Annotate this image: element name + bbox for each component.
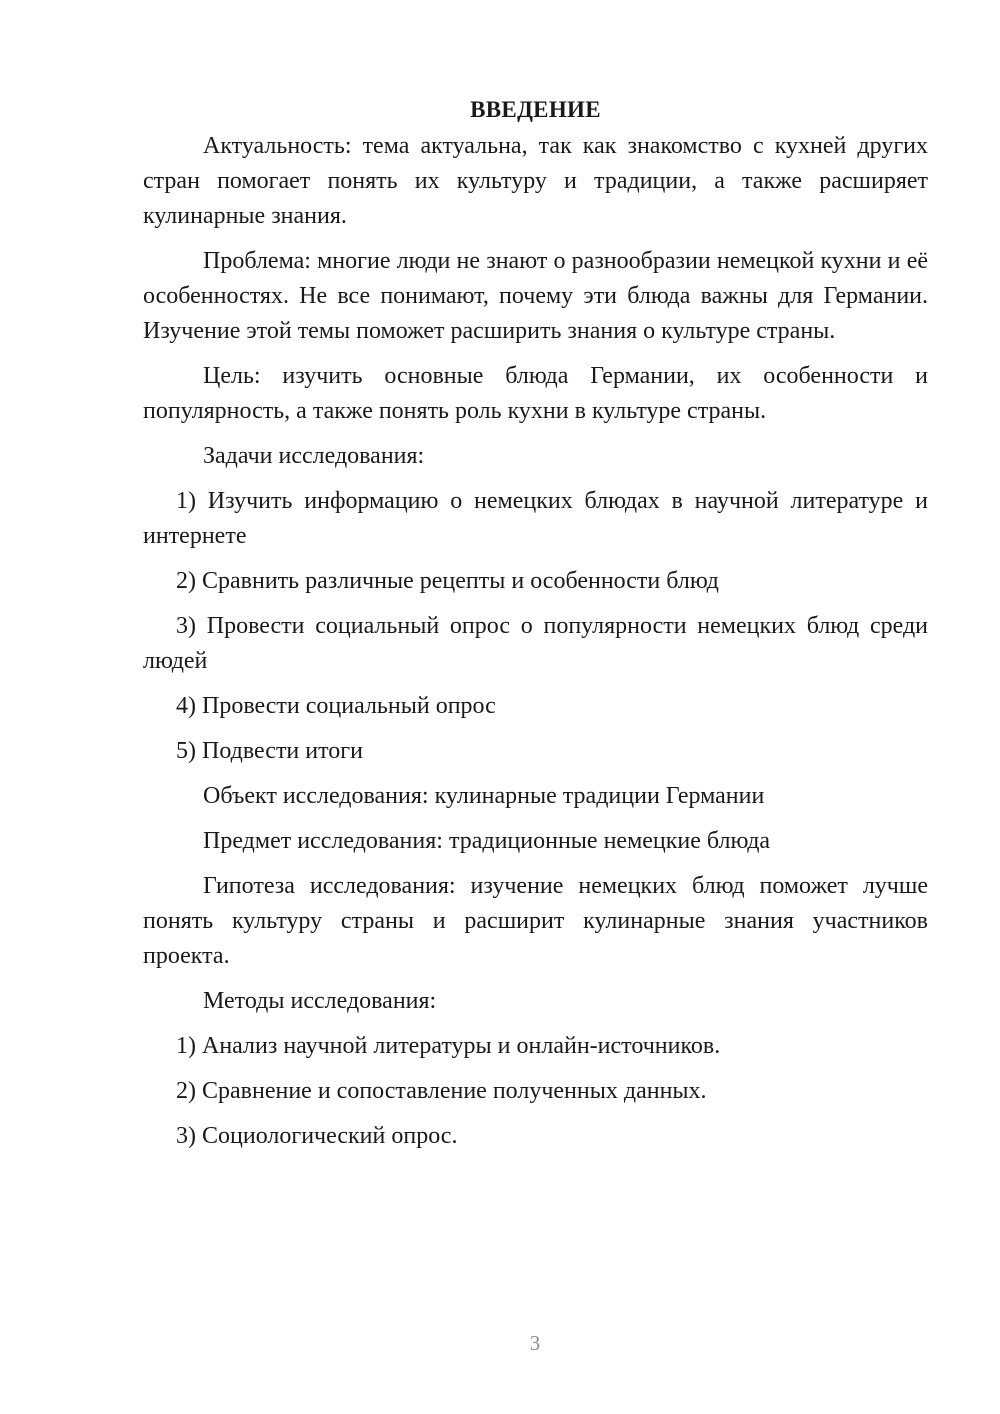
method-item-3: 3) Социологический опрос. <box>176 1123 458 1149</box>
paragraph-subject: Предмет исследования: традиционные немецкие блюда <box>203 828 771 854</box>
paragraph-methods-heading: Методы исследования: <box>203 988 437 1014</box>
section-title: ВВЕДЕНИЕ <box>470 97 601 122</box>
page-number: 3 <box>529 1331 541 1355</box>
paragraph-hypothesis: Гипотеза исследования: изучение немецких блюд поможет лучше понять культуру страны и расширит кулинарные знания участников проекта. <box>143 873 928 969</box>
paragraph-goal: Цель: изучить основные блюда Германии, их особенности и популярность, а также понять роль кухни в культуре страны. <box>143 363 928 424</box>
task-item-4: 4) Провести социальный опрос <box>176 693 496 719</box>
paragraph-problem: Проблема: многие люди не знают о разнообразии немецкой кухни и её особенностях. Не все понимают, почему эти блюда важны для Германии. Изучение этой темы поможет расширить знания о культуре страны. <box>143 248 928 344</box>
paragraph-object: Объект исследования: кулинарные традиции Германии <box>203 783 765 809</box>
task-item-2: 2) Сравнить различные рецепты и особенности блюд <box>176 568 719 594</box>
method-item-1: 1) Анализ научной литературы и онлайн-источников. <box>176 1033 721 1059</box>
paragraph-relevance: Актуальность: тема актуальна, так как знакомство с кухней других стран помогает понять их культуру и традиции, а также расширяет кулинарные знания. <box>143 133 928 229</box>
task-item-1: 1) Изучить информацию о немецких блюдах в научной литературе и интернете <box>143 488 928 549</box>
method-item-2: 2) Сравнение и сопоставление полученных данных. <box>176 1078 707 1104</box>
task-item-3: 3) Провести социальный опрос о популярности немецких блюд среди людей <box>143 613 928 674</box>
page-content <box>143 92 928 1164</box>
paragraph-tasks-heading: Задачи исследования: <box>203 443 425 469</box>
task-item-5: 5) Подвести итоги <box>176 738 363 764</box>
